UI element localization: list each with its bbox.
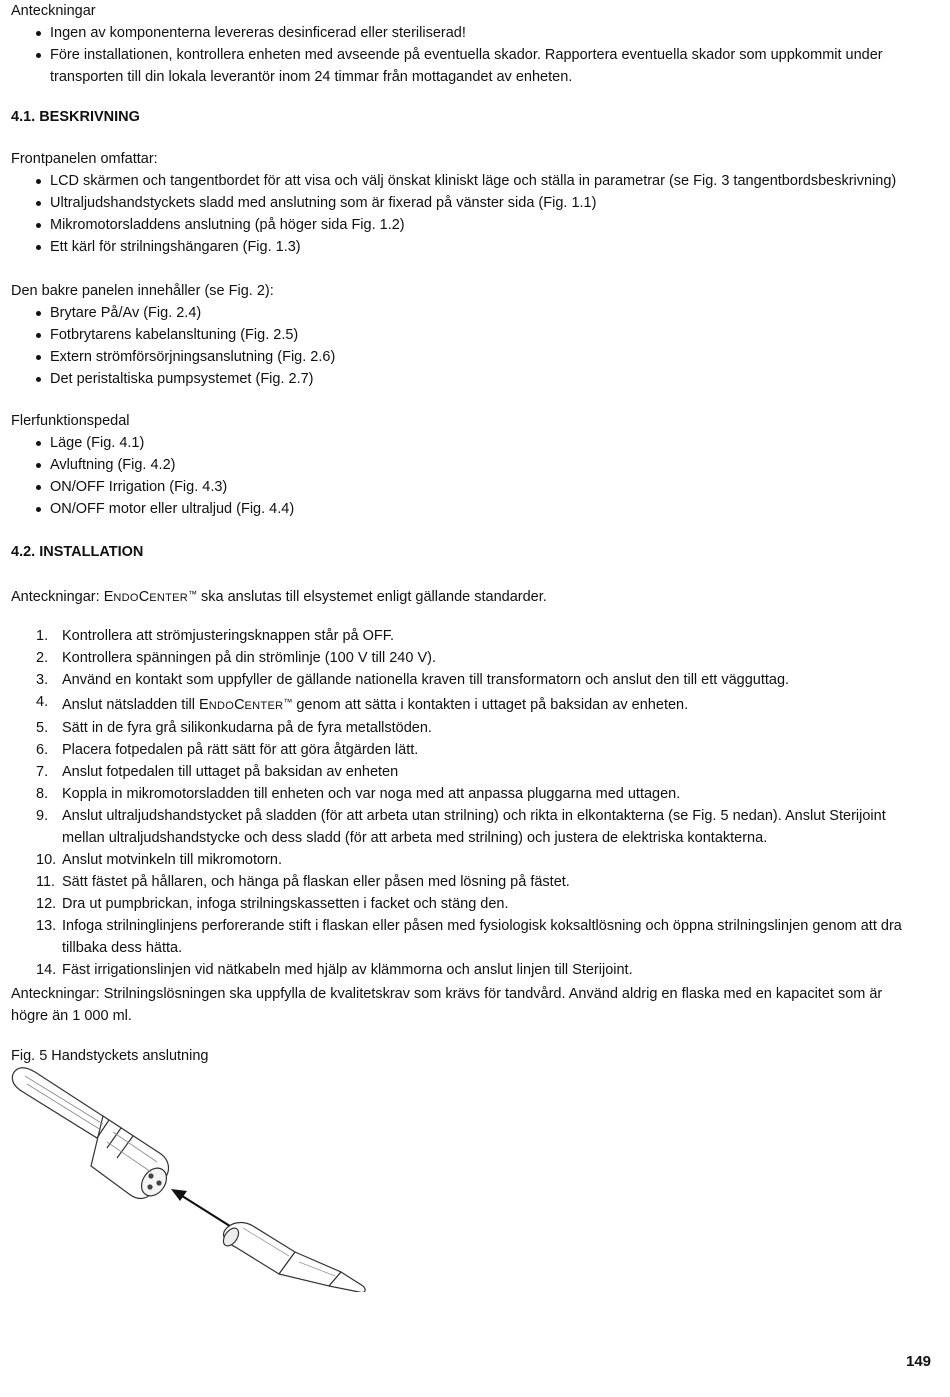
ultrasonic-tip (220, 1223, 365, 1292)
section-title-description: 4.1. BESKRIVNING (11, 109, 140, 125)
list-item: Läge (Fig. 4.1) (11, 432, 911, 454)
step-item: 9. Anslut ultraljudshandstycket på sladden (för att arbeta utan strilning) och rikta in elkontakterna (se Fig. 5 nedan). Anslut Sterijoint mellan ultraljudshandstycke och dess sladd (för att arbeta med strilning) och justera de elektriska kontakterna. (36, 808, 886, 846)
handpiece-body (12, 1068, 171, 1201)
irrigation-note: Anteckningar: Strilningslösningen ska uppfylla de kvalitetskrav som krävs för tandvård. Använd aldrig en flaska med en kapacitet som är högre än 1 000 ml. (11, 986, 883, 1024)
section-title-installation: 4.2. INSTALLATION (11, 544, 144, 560)
installation-steps (11, 625, 931, 981)
step-item: 10. Anslut motvinkeln till mikromotorn. (36, 852, 282, 868)
list-item: Extern strömförsörjningsanslutning (Fig. 2.6) (11, 346, 911, 368)
front-panel-block (11, 148, 931, 258)
handpiece-connection-illustration (11, 1062, 391, 1292)
list-item: Det peristaltiska pumpsystemet (Fig. 2.7) (11, 368, 911, 390)
list-item: LCD skärmen och tangentbordet för att visa och välj önskat kliniskt läge och ställa in parametrar (se Fig. 3 tangentbordsbeskrivning) (11, 170, 931, 192)
step-item: 13. Infoga strilninglinjens perforerande stift i flaskan eller påsen med fysiologisk koksaltlösning och öppna strilningslinjen genom att dra tillbaka dess hätta. (36, 918, 902, 956)
list-item: Mikromotorsladdens anslutning (på höger sida Fig. 1.2) (11, 214, 931, 236)
list-item: ON/OFF Irrigation (Fig. 4.3) (11, 476, 911, 498)
installation-note (11, 583, 911, 609)
arrow-icon (171, 1189, 233, 1228)
brand-name: ENDOCENTER™ (199, 697, 293, 713)
front-panel-list (11, 170, 931, 258)
note-suffix: ska anslutas till elsystemet enligt gällande standarder. (197, 589, 547, 605)
pedal-list (11, 432, 911, 520)
list-item: Fotbrytarens kabelansltuning (Fig. 2.5) (11, 324, 911, 346)
step-item: 8. Koppla in mikromotorsladden till enheten och var noga med att anpassa pluggarna med uttagen. (36, 786, 681, 802)
notes-heading: Anteckningar (11, 3, 96, 19)
list-item: Före installationen, kontrollera enheten med avseende på eventuella skador. Rapportera eventuella skador som uppkommit under transporten till din lokala leverantör inom 24 timmar från mottagandet av enheten. (11, 44, 916, 88)
back-panel-list (11, 302, 911, 390)
step-item: 2. Kontrollera spänningen på din strömlinje (100 V till 240 V). (36, 650, 436, 666)
list-item: Ingen av komponenterna levereras desinficerad eller steriliserad! (11, 22, 916, 44)
list-item: ON/OFF motor eller ultraljud (Fig. 4.4) (11, 498, 911, 520)
pedal-block (11, 410, 911, 520)
back-panel-block (11, 280, 911, 390)
brand-name: ENDOCENTER™ (103, 589, 197, 605)
figure-caption: Fig. 5 Handstyckets anslutning (11, 1048, 209, 1064)
step-item: 1. Kontrollera att strömjusteringsknappen står på OFF. (36, 628, 395, 644)
front-panel-heading: Frontpanelen omfattar: (11, 151, 158, 167)
list-item: Brytare På/Av (Fig. 2.4) (11, 302, 911, 324)
note-prefix: Anteckningar: (11, 589, 104, 605)
list-item: Ultraljudshandstyckets sladd med anslutning som är fixerad på vänster sida (Fig. 1.1) (11, 192, 931, 214)
step-item: 3. Använd en kontakt som uppfyller de gällande nationella kraven till transformatorn och anslut den till ett vägguttag. (36, 672, 790, 688)
list-item: Ett kärl för strilningshängaren (Fig. 1.3) (11, 236, 931, 258)
step-item: 7. Anslut fotpedalen till uttaget på baksidan av enheten (36, 764, 399, 780)
page-number: 149 (906, 1353, 932, 1370)
step-item: 4. Anslut nätsladden till ENDOCENTER™ genom att sätta i kontakten i uttaget på baksidan av enheten. (36, 694, 689, 713)
step-item: 6. Placera fotpedalen på rätt sätt för att göra åtgärden lätt. (36, 742, 419, 758)
step-item: 11. Sätt fästet på hållaren, och hänga på flaskan eller påsen med lösning på fästet. (36, 874, 570, 890)
notes-block (11, 0, 916, 88)
back-panel-heading: Den bakre panelen innehåller (se Fig. 2): (11, 283, 274, 299)
step-item: 14. Fäst irrigationslinjen vid nätkabeln med hjälp av klämmorna och anslut linjen till Sterijoint. (36, 962, 633, 978)
list-item: Avluftning (Fig. 4.2) (11, 454, 911, 476)
notes-list (11, 22, 916, 88)
pedal-heading: Flerfunktionspedal (11, 413, 130, 429)
step-item: 12. Dra ut pumpbrickan, infoga strilningskassetten i facket och stäng den. (36, 896, 509, 912)
step-item: 5. Sätt in de fyra grå silikonkudarna på de fyra metallstöden. (36, 720, 432, 736)
